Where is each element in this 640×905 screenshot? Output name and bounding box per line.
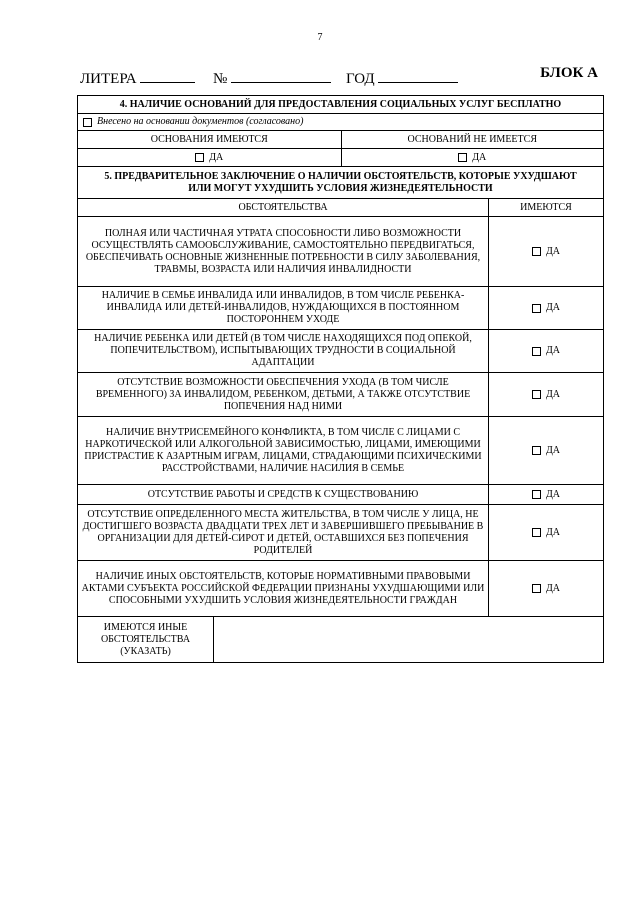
number-label: №: [213, 71, 228, 87]
other-circumstances-label: ИМЕЮТСЯ ИНЫЕ ОБСТОЯТЕЛЬСТВА (УКАЗАТЬ): [100, 621, 191, 657]
year-field: [346, 68, 458, 88]
section4-title-row: [78, 96, 603, 113]
section4-title: 4. НАЛИЧИЕ ОСНОВАНИЙ ДЛЯ ПРЕДОСТАВЛЕНИЯ СОЦИАЛЬНЫХ УСЛУГ БЕСПЛАТНО: [119, 98, 562, 110]
circumstance-answer: [488, 561, 603, 616]
circumstance-yes: ДА: [545, 345, 561, 356]
circumstance-checkbox[interactable]: [532, 304, 541, 313]
circumstance-checkbox[interactable]: [532, 528, 541, 537]
number-field: [213, 68, 331, 88]
grounds-absent-yes: ДА: [472, 151, 487, 163]
circumstance-row: [78, 484, 603, 504]
grounds-absent-checkbox[interactable]: [458, 153, 467, 162]
other-circumstances-input[interactable]: [213, 617, 603, 662]
circumstance-answer: [488, 217, 603, 286]
section5-header-row: [78, 198, 603, 216]
litera-field: [80, 68, 195, 88]
litera-label: ЛИТЕРА: [80, 71, 137, 87]
circumstance-text: НАЛИЧИЕ РЕБЕНКА ИЛИ ДЕТЕЙ (В ТОМ ЧИСЛЕ НАХОДЯЩИХСЯ ПОД ОПЕКОЙ, ПОПЕЧИТЕЛЬСТВОМ), ИСПЫТЫВАЮЩИХ ТРУДНОСТИ В СОЦИАЛЬНОЙ АДАПТАЦИИ: [94, 333, 472, 368]
circumstance-text: ОТСУТСТВИЕ РАБОТЫ И СРЕДСТВ К СУЩЕСТВОВАНИЮ: [147, 488, 419, 500]
circumstance-answer: [488, 485, 603, 504]
circumstance-answer: [488, 287, 603, 329]
block-label: БЛОК А: [540, 65, 598, 81]
circumstance-row: [78, 560, 603, 616]
circumstance-row: [78, 416, 603, 484]
circumstance-row: [78, 329, 603, 372]
grounds-present-answer: [78, 149, 341, 166]
circumstance-checkbox[interactable]: [532, 347, 541, 356]
circumstance-checkbox[interactable]: [532, 584, 541, 593]
circumstances-header: ОБСТОЯТЕЛЬСТВА: [238, 201, 328, 213]
grounds-present-yes: ДА: [209, 151, 224, 163]
circumstance-row: [78, 286, 603, 329]
page-number: 7: [317, 32, 323, 43]
circumstance-text: НАЛИЧИЕ ИНЫХ ОБСТОЯТЕЛЬСТВ, КОТОРЫЕ НОРМАТИВНЫМИ ПРАВОВЫМИ АКТАМИ СУБЪЕКТА РОССИЙСКОЙ ФЕДЕРАЦИИ ПРИЗНАНЫ УХУДШАЮЩИМИ ИЛИ СПОСОБНЫМИ УХУДШИТЬ УСЛОВИЯ ЖИЗНЕДЕЯТЕЛЬНОСТИ ГРАЖДАН: [81, 570, 485, 606]
circumstance-yes: ДА: [545, 302, 561, 313]
circumstance-answer: [488, 373, 603, 416]
circumstance-answer: [488, 330, 603, 372]
circumstance-text: ПОЛНАЯ ИЛИ ЧАСТИЧНАЯ УТРАТА СПОСОБНОСТИ ЛИБО ВОЗМОЖНОСТИ ОСУЩЕСТВЛЯТЬ САМООБСЛУЖИВАНИЕ, САМОСТОЯТЕЛЬНО ПЕРЕДВИГАТЬСЯ, ОБЕСПЕЧИВАТЬ ОСНОВНЫЕ ЖИЗНЕННЫЕ ПОТРЕБНОСТИ В СИЛУ ЗАБОЛЕВАНИЯ, ТРАВМЫ, ВОЗРАСТА ИЛИ НАЛИЧИЯ ИНВАЛИДНОСТИ: [85, 227, 481, 275]
circumstance-yes: ДА: [545, 388, 561, 400]
circumstance-text: ОТСУТСТВИЕ ВОЗМОЖНОСТИ ОБЕСПЕЧЕНИЯ УХОДА (В ТОМ ЧИСЛЕ ВРЕМЕННОГО) ЗА ИНВАЛИДОМ, РЕБЕНКОМ, ДЕТЬМИ, А ТАКЖЕ ОТСУТСТВИЕ ПОПЕЧЕНИЯ НАД НИМИ: [95, 376, 471, 412]
circumstance-row: [78, 504, 603, 560]
circumstance-answer: [488, 505, 603, 560]
circumstance-text: ОТСУТСТВИЕ ОПРЕДЕЛЕННОГО МЕСТА ЖИТЕЛЬСТВА, В ТОМ ЧИСЛЕ У ЛИЦА, НЕ ДОСТИГШЕГО ВОЗРАСТА ДВАДЦАТИ ТРЕХ ЛЕТ И ЗАВЕРШИВШЕГО ПРЕБЫВАНИЕ В ОРГАНИЗАЦИИ ДЛЯ ДЕТЕЙ-СИРОТ И ДЕТЕЙ, ОСТАВШИХСЯ БЕЗ ПОПЕЧЕНИЯ РОДИТЕЛЕЙ: [82, 508, 484, 556]
circumstance-yes: ДА: [545, 245, 561, 257]
grounds-absent-header: ОСНОВАНИЙ НЕ ИМЕЕТСЯ: [341, 131, 604, 148]
grounds-present-header: ОСНОВАНИЯ ИМЕЮТСЯ: [150, 133, 268, 145]
grounds-absent-answer: [341, 149, 604, 166]
circumstance-checkbox[interactable]: [532, 490, 541, 499]
circumstance-checkbox[interactable]: [532, 247, 541, 256]
other-circumstances-row: [78, 616, 603, 662]
section4-agreed-row: [78, 113, 603, 130]
circumstance-checkbox[interactable]: [532, 446, 541, 455]
circumstance-yes: ДА: [545, 582, 561, 594]
circumstance-answer: [488, 417, 603, 484]
year-input[interactable]: [378, 68, 458, 83]
circumstance-yes: ДА: [545, 488, 561, 500]
agreed-note: [78, 114, 603, 130]
circumstance-text: НАЛИЧИЕ В СЕМЬЕ ИНВАЛИДА ИЛИ ИНВАЛИДОВ, В ТОМ ЧИСЛЕ РЕБЕНКА-ИНВАЛИДА ИЛИ ДЕТЕЙ-ИНВАЛИДОВ, НУЖДАЮЩИХСЯ В ПОСТОЯННОМ ПОСТОРОННЕМ УХОДЕ: [101, 290, 465, 325]
section5-title: 5. ПРЕДВАРИТЕЛЬНОЕ ЗАКЛЮЧЕНИЕ О НАЛИЧИИ ОБСТОЯТЕЛЬСТВ, КОТОРЫЕ УХУДШАЮТ ИЛИ МОГУТ УХУДШИТЬ УСЛОВИЯ ЖИЗНЕДЕЯТЕЛЬНОСТИ: [104, 170, 577, 194]
number-input[interactable]: [231, 68, 331, 83]
circumstance-row: [78, 216, 603, 286]
circumstance-text: НАЛИЧИЕ ВНУТРИСЕМЕЙНОГО КОНФЛИКТА, В ТОМ ЧИСЛЕ С ЛИЦАМИ С НАРКОТИЧЕСКОЙ ИЛИ АЛКОГОЛЬНОЙ ЗАВИСИМОСТЬЮ, ЛИЦАМИ, ИМЕЮЩИМИ ПРИСТРАСТИЕ К АЗАРТНЫМ ИГРАМ, ЛИЦАМИ, СТРАДАЮЩИМИ ПСИХИЧЕСКИМИ РАССТРОЙСТВАМИ, НАЛИЧИЕ НАСИЛИЯ В СЕМЬЕ: [84, 426, 482, 474]
agreed-note-text: Внесено на основании документов (согласовано): [97, 116, 304, 127]
agreed-checkbox[interactable]: [83, 118, 92, 127]
document-header: [80, 68, 600, 88]
circumstance-row: [78, 372, 603, 416]
form-table: [77, 95, 604, 663]
present-header: ИМЕЮТСЯ: [488, 199, 603, 216]
section5-title-row: [78, 166, 603, 198]
section4-header-row: [78, 130, 603, 148]
section4-answer-row: [78, 148, 603, 166]
grounds-present-checkbox[interactable]: [195, 153, 204, 162]
litera-input[interactable]: [140, 68, 195, 83]
year-label: ГОД: [346, 71, 375, 87]
circumstance-yes: ДА: [545, 526, 561, 538]
circumstance-yes: ДА: [545, 444, 561, 456]
circumstance-checkbox[interactable]: [532, 390, 541, 399]
